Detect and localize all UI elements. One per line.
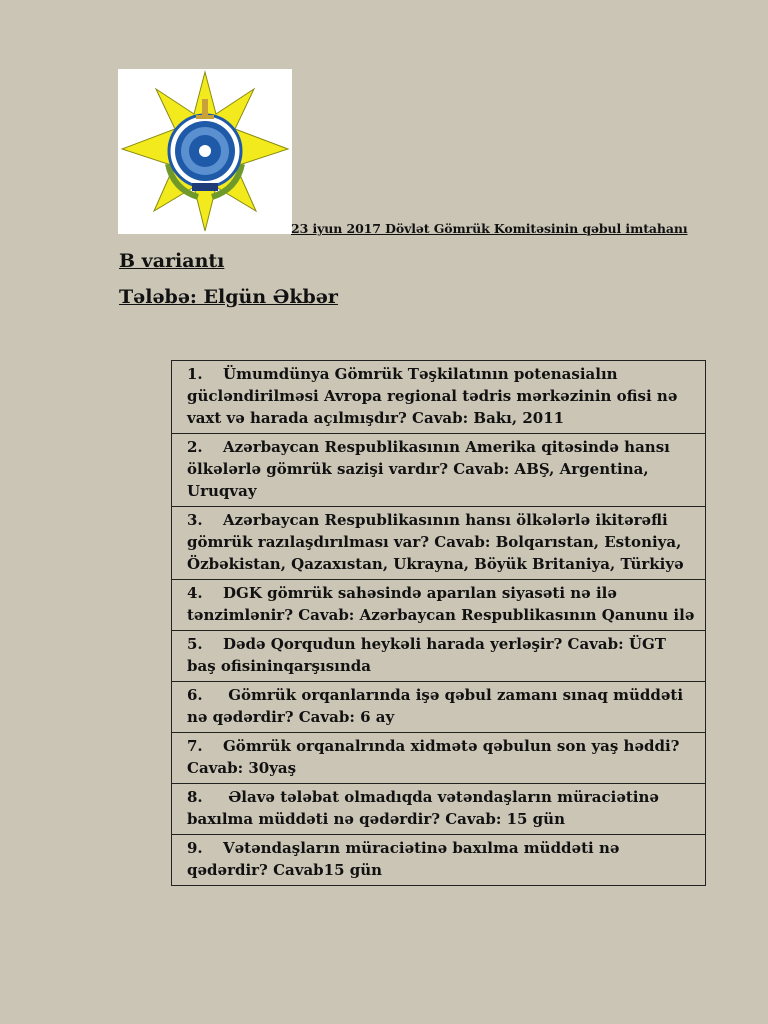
question-row [172,361,706,434]
question-cell [172,434,706,507]
question-number: 7. [187,737,203,755]
question-cell [172,507,706,580]
question-cell [172,733,706,784]
question-cell [172,361,706,434]
question-row [172,682,706,733]
question-number: 4. [187,584,203,602]
question-text: DGK gömrük sahəsində aparılan siyasəti nə ilə tənzimlənir? Cavab: Azərbaycan Respublikasının Qanunu ilə [187,584,695,624]
variant-heading: B variantı [119,250,225,272]
questions-table [171,360,706,886]
questions-table-body [172,361,706,886]
question-row [172,507,706,580]
question-number: 9. [187,839,203,857]
question-number: 1. [187,365,203,383]
question-row [172,733,706,784]
question-text: Azərbaycan Respublikasının hansı ölkələrlə ikitərəfli gömrük razılaşdırılması var? Cavab: Bolqarıstan, Estoniya, Özbəkistan, Qazaxıstan, Ukrayna, Böyük Britaniya, Türkiyə [187,511,684,573]
question-row [172,784,706,835]
exam-title: 23 iyun 2017 Dövlət Gömrük Komitəsinin qəbul imtahanı [291,221,688,236]
question-text: Vətəndaşların müraciətinə baxılma müddəti nə qədərdir? Cavab15 gün [187,839,620,879]
question-row [172,580,706,631]
question-row [172,835,706,886]
question-row [172,631,706,682]
question-number: 3. [187,511,203,529]
question-text: Gömrük orqanlarında işə qəbul zamanı sınaq müddəti nə qədərdir? Cavab: 6 ay [187,686,684,726]
question-number: 2. [187,438,203,456]
question-text: Dədə Qorqudun heykəli harada yerləşir? Cavab: ÜGT baş ofisininqarşısında [187,635,666,675]
question-text: Azərbaycan Respublikasının Amerika qitəsində hansı ölkələrlə gömrük sazişi vardır? Cavab: ABŞ, Argentina, Uruqvay [187,438,670,500]
question-text: Gömrük orqanalrında xidmətə qəbulun son yaş həddi? Cavab: 30yaş [187,737,680,777]
question-row [172,434,706,507]
question-number: 5. [187,635,203,653]
question-cell [172,631,706,682]
question-cell [172,784,706,835]
emblem-icon [118,69,292,234]
question-cell [172,580,706,631]
customs-emblem-logo [118,69,292,234]
question-cell [172,835,706,886]
question-number: 8. [187,788,203,806]
question-text: Ümumdünya Gömrük Təşkilatının potenasialın gücləndirilməsi Avropa regional tədris mərkəzinin ofisi nə vaxt və harada açılmışdır? Cavab: Bakı, 2011 [187,365,678,427]
question-text: Əlavə tələbat olmadıqda vətəndaşların müraciətinə baxılma müddəti nə qədərdir? Cavab: 15 gün [187,788,659,828]
question-cell [172,682,706,733]
question-number: 6. [187,686,203,704]
student-name: Tələbə: Elgün Əkbər [119,286,338,308]
